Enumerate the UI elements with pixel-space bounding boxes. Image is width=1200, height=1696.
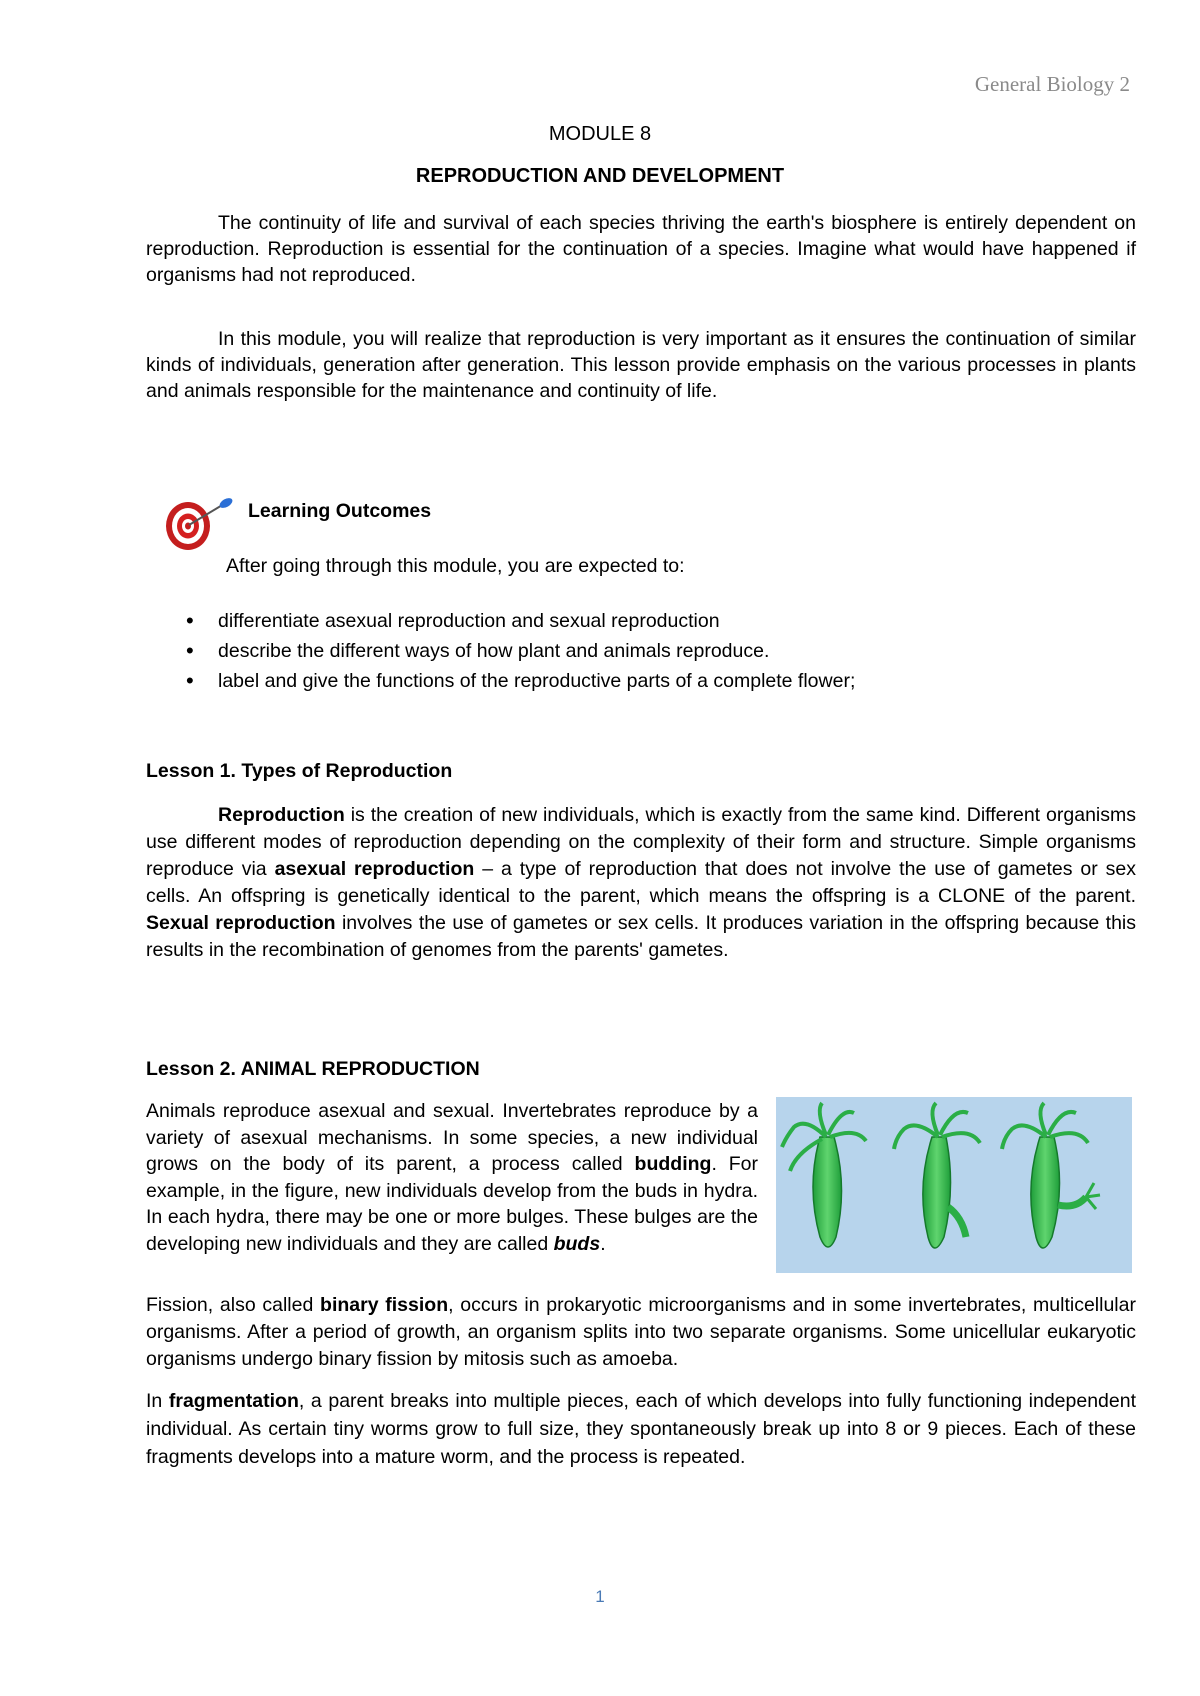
hydra-2 [894, 1103, 980, 1248]
list-item: • label and give the functions of the reproductive parts of a complete flower; [186, 666, 855, 696]
text-run: . [600, 1232, 606, 1255]
list-item: • differentiate asexual reproduction and sexual reproduction [186, 606, 855, 636]
list-item: • describe the different ways of how plant and animals reproduce. [186, 636, 855, 666]
page-number: 1 [595, 1587, 605, 1606]
term-asexual-reproduction: asexual reproduction [274, 858, 475, 880]
text-run: , occurs in prokaryotic microorganisms and in some invertebrates, multicellular organisms. After a period of growth, an organism splits into two separate organisms. Some unicellular eukaryotic organisms undergo binary fission by mitosis such as amoeba. [146, 1294, 1136, 1370]
intro-paragraph-2: In this module, you will realize that reproduction is very important as it ensures the continuation of similar kinds of individuals, generation after generation. This lesson provide emphasis on the various processes in plants and animals responsible for the maintenance and continuity of life. [146, 328, 1136, 402]
text-run: Animals reproduce asexual and sexual. Invertebrates reproduce by a variety of asexual mechanisms. In some species, a new individual grows on the body of its parent, a process called [146, 1100, 758, 1175]
module-number: MODULE 8 [548, 123, 652, 145]
text-run: – a type of reproduction that does not involve the use of gametes or sex cells. An offspring is genetically identical to the parent, which means the offspring is a CLONE of the parent. [146, 858, 1137, 907]
text-run: involves the use of gametes or sex cells. It produces variation in the offspring because this results in the recombination of genomes from the parents' gametes. [146, 912, 1136, 961]
lesson-1-paragraph [146, 802, 1136, 964]
intro-paragraph-1: The continuity of life and survival of each species thriving the earth's biosphere is entirely dependent on reproduction. Reproduction is essential for the continuation of a species. Imagine what would have happened if organisms had not reproduced. [146, 212, 1136, 286]
text-run: Fission, also called [146, 1294, 321, 1316]
term-binary-fission: binary fission [320, 1294, 449, 1316]
lesson-2-paragraph-3 [146, 1387, 1136, 1471]
hydra-budding-figure [776, 1097, 1132, 1273]
text-run: In [146, 1390, 169, 1412]
hydra-1 [782, 1103, 866, 1247]
lesson-2-heading: Lesson 2. ANIMAL REPRODUCTION [146, 1058, 480, 1080]
running-header: General Biology 2 [974, 72, 1130, 96]
lesson-2-paragraph-2 [146, 1292, 1136, 1373]
text-run: . For example, in the figure, new individuals develop from the buds in hydra. In each hydra, there may be one or more bulges. These bulges are the developing new individuals and they are called [146, 1153, 758, 1255]
term-fragmentation: fragmentation [168, 1390, 299, 1412]
term-budding: budding [634, 1153, 712, 1175]
lesson-1-heading: Lesson 1. Types of Reproduction [146, 760, 453, 782]
text-run: , a parent breaks into multiple pieces, each of which develops into fully functioning independent individual. As certain tiny worms grow to full size, they spontaneously break up into 8 or 9 pieces. Each of these fragments develops into a mature worm, and the process is repeated. [146, 1390, 1136, 1468]
text-run: is the creation of new individuals, which is exactly from the same kind. Different organisms use different modes of reproduction depending on the complexity of their form and structure. Simple organisms reproduce via [146, 804, 1136, 880]
lesson-2-paragraph-1 [146, 1098, 758, 1257]
term-reproduction: Reproduction [218, 804, 345, 826]
hydra-3 [1002, 1103, 1100, 1248]
learning-outcomes-title: Learning Outcomes [248, 500, 432, 522]
learning-outcomes-list [186, 606, 855, 696]
learning-outcomes-intro: After going through this module, you are expected to: [226, 555, 685, 577]
term-buds: buds [553, 1232, 601, 1255]
target-dart-icon [166, 494, 246, 554]
module-title: REPRODUCTION AND DEVELOPMENT [415, 165, 785, 187]
term-sexual-reproduction: Sexual reproduction [146, 912, 336, 934]
